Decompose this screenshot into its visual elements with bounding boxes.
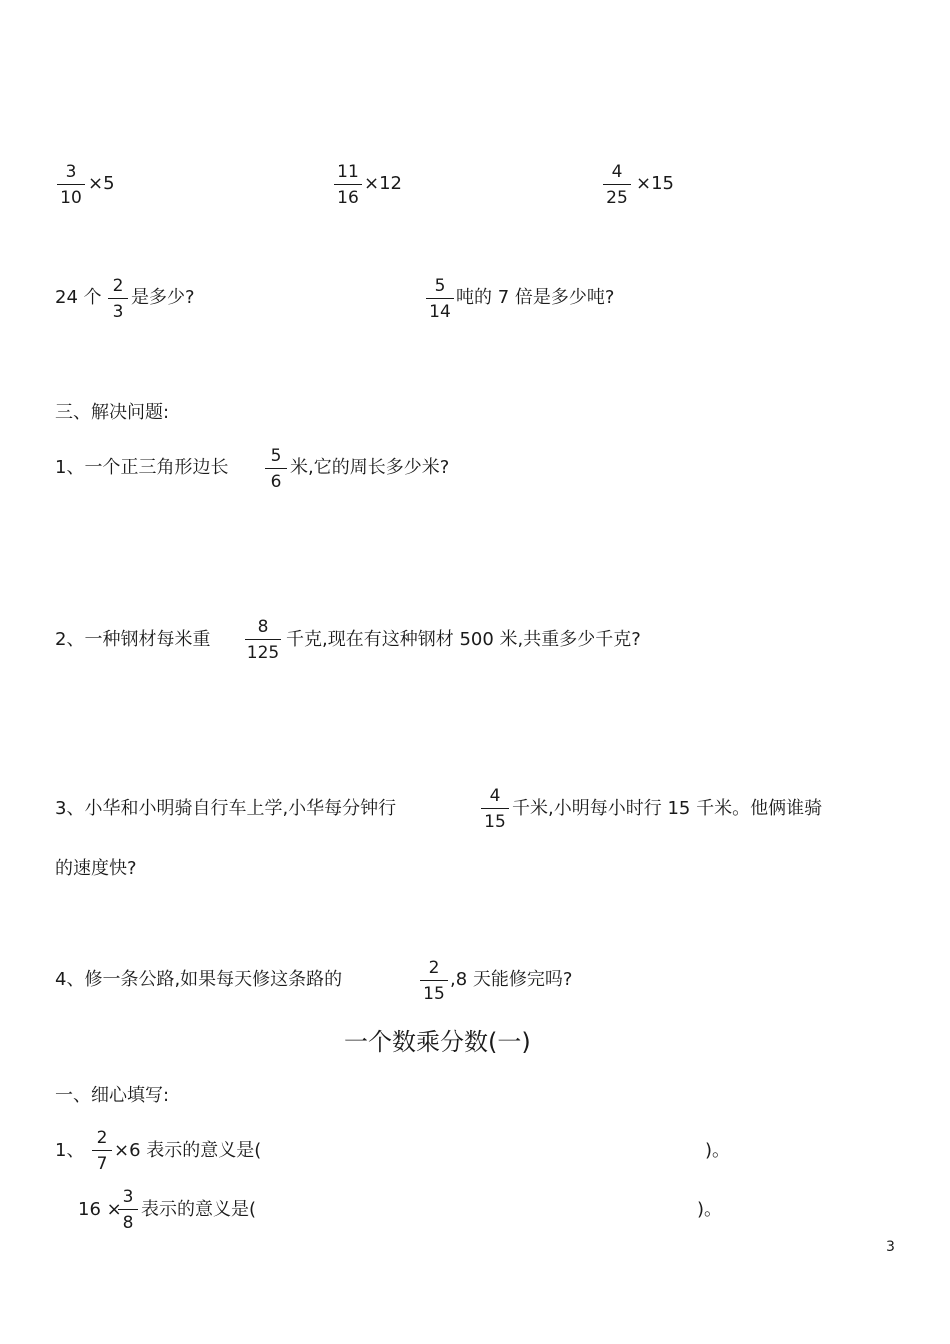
q4-suffix: ,8 天能修完吗? <box>450 969 573 990</box>
denominator: 6 <box>270 472 282 492</box>
multiply-12: ×12 <box>364 173 402 194</box>
multiply-5: ×5 <box>88 173 115 194</box>
numerator: 4 <box>481 786 509 809</box>
numerator: 11 <box>334 162 362 185</box>
denominator: 7 <box>96 1154 108 1174</box>
q1-prefix: 1、一个正三角形边长 <box>55 457 229 478</box>
fill-q1-text: ×6 表示的意义是( <box>114 1140 262 1161</box>
fraction-2-3 <box>108 276 128 322</box>
numerator: 5 <box>426 276 454 299</box>
denominator: 15 <box>423 984 445 1004</box>
fraction-8-125 <box>245 617 281 663</box>
denominator: 3 <box>112 302 124 322</box>
fill-q1b-blank-close: )。 <box>697 1199 723 1220</box>
q3-suffix: 千米,小明每小时行 15 千米。他俩谁骑 <box>512 798 823 819</box>
denominator: 8 <box>122 1213 134 1233</box>
denominator: 16 <box>337 188 359 208</box>
numerator: 2 <box>420 958 448 981</box>
fraction-2-15 <box>420 958 448 1004</box>
numerator: 2 <box>92 1128 112 1151</box>
denominator: 10 <box>60 188 82 208</box>
fraction-3-8 <box>118 1187 138 1233</box>
fraction-3-10 <box>57 162 85 208</box>
numerator: 5 <box>265 446 287 469</box>
q1-suffix: 米,它的周长多少米? <box>290 457 450 478</box>
page-number: 3 <box>886 1239 895 1255</box>
q2-suffix: 千克,现在有这种钢材 500 米,共重多少千克? <box>286 629 641 650</box>
numerator: 3 <box>118 1187 138 1210</box>
numerator: 8 <box>245 617 281 640</box>
section3-heading: 三、解决问题: <box>55 402 170 423</box>
q4-prefix: 4、修一条公路,如果每天修这条路的 <box>55 969 343 990</box>
fraction-5-14 <box>426 276 454 322</box>
row2-a-prefix: 24 个 <box>55 287 102 308</box>
numerator: 2 <box>108 276 128 299</box>
fraction-11-16 <box>334 162 362 208</box>
denominator: 15 <box>484 812 506 832</box>
fill-q1-blank-close: )。 <box>705 1140 731 1161</box>
denominator: 125 <box>246 643 280 663</box>
fraction-4-15 <box>481 786 509 832</box>
section1-heading: 一、细心填写: <box>55 1085 170 1106</box>
multiply-15: ×15 <box>636 173 674 194</box>
page-title: 一个数乘分数(一) <box>344 1028 531 1056</box>
numerator: 3 <box>57 162 85 185</box>
q3-prefix: 3、小华和小明骑自行车上学,小华每分钟行 <box>55 798 397 819</box>
fraction-4-25 <box>603 162 631 208</box>
denominator: 14 <box>429 302 451 322</box>
fill-q1b-prefix: 16 × <box>78 1199 122 1220</box>
q2-prefix: 2、一种钢材每米重 <box>55 629 211 650</box>
row2-b-suffix: 吨的 7 倍是多少吨? <box>456 287 615 308</box>
row2-a-suffix: 是多少? <box>131 287 195 308</box>
fill-q1b-text: 表示的意义是( <box>141 1199 257 1220</box>
fraction-5-6 <box>265 446 287 492</box>
fill-q1-prefix: 1、 <box>55 1140 85 1161</box>
numerator: 4 <box>603 162 631 185</box>
q3-continuation: 的速度快? <box>55 858 137 879</box>
fraction-2-7 <box>92 1128 112 1174</box>
denominator: 25 <box>606 188 628 208</box>
